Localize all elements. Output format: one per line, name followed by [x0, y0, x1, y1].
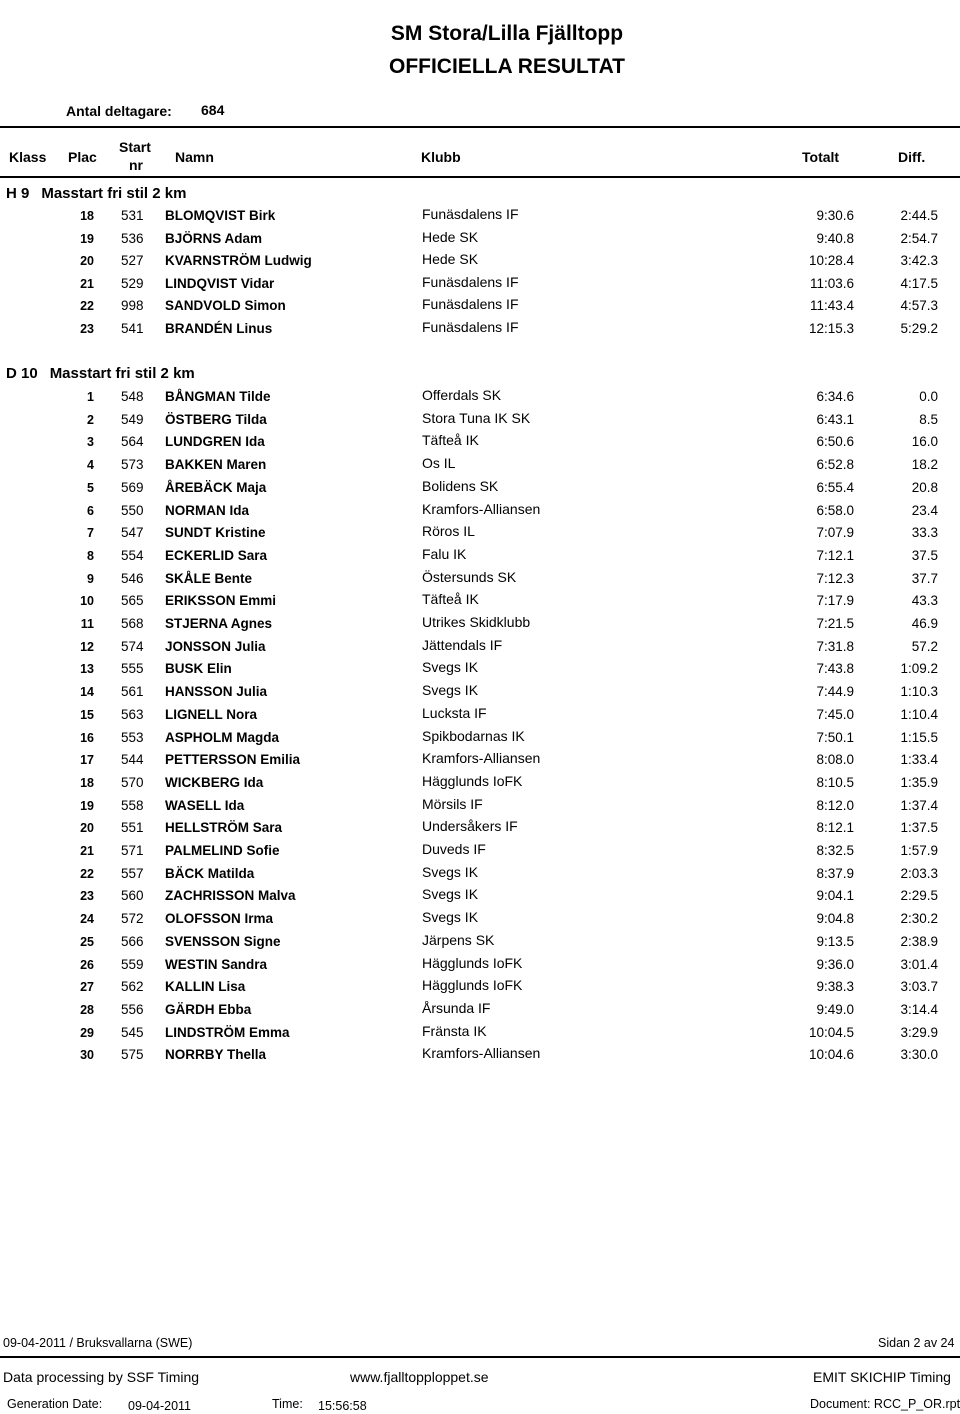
table-row — [0, 208, 960, 230]
place-cell: 9 — [87, 571, 94, 586]
table-row — [0, 863, 960, 888]
athlete-name-cell: HANSSON Julia — [165, 684, 268, 700]
athlete-name-cell: LIGNELL Nora — [165, 706, 258, 722]
diff-time-cell: 1:10.4 — [900, 706, 938, 722]
place-cell: 22 — [80, 866, 94, 881]
total-time-cell: 6:50.6 — [816, 434, 854, 450]
diff-time-cell: 5:29.2 — [900, 321, 938, 336]
place-cell: 6 — [87, 503, 94, 518]
club-cell: Årsunda IF — [422, 999, 491, 1016]
club-cell: Funäsdalens IF — [422, 206, 519, 222]
place-cell: 17 — [80, 753, 94, 768]
club-cell: Undersåkers IF — [422, 818, 518, 835]
place-cell: 2 — [87, 412, 94, 427]
diff-time-cell: 4:17.5 — [900, 275, 938, 291]
club-cell: Spikbodarnas IK — [422, 727, 525, 744]
total-time-cell: 11:43.4 — [809, 298, 854, 314]
place-cell: 4 — [87, 458, 94, 473]
club-cell: Röros IL — [422, 523, 475, 540]
total-time-cell: 9:13.5 — [816, 933, 854, 949]
athlete-name-cell: BÄCK Matilda — [165, 865, 255, 881]
diff-time-cell: 3:29.9 — [900, 1024, 938, 1040]
start-number-cell: 565 — [121, 593, 144, 609]
club-cell: Svegs IK — [422, 863, 479, 880]
place-cell: 18 — [80, 775, 94, 790]
place-cell: 30 — [80, 1048, 94, 1063]
header-top-rule — [0, 126, 960, 128]
athlete-name-cell: ERIKSSON Emmi — [165, 593, 277, 609]
place-cell: 11 — [80, 617, 94, 631]
club-cell: Fränsta IK — [422, 1022, 487, 1039]
diff-time-cell: 37.7 — [911, 570, 938, 586]
start-number-cell: 566 — [121, 933, 144, 949]
total-time-cell: 7:21.5 — [816, 616, 854, 631]
table-row — [0, 434, 960, 456]
club-cell: Funäsdalens IF — [422, 319, 519, 335]
club-cell: Lucksta IF — [422, 704, 487, 721]
column-header-klass: Klass — [9, 149, 47, 165]
athlete-name-cell: LINDQVIST Vidar — [165, 275, 275, 291]
place-cell: 22 — [80, 299, 94, 314]
total-time-cell: 7:50.1 — [816, 729, 854, 745]
place-cell: 29 — [80, 1025, 94, 1040]
athlete-name-cell: LUNDGREN Ida — [165, 434, 265, 450]
diff-time-cell: 2:38.9 — [900, 933, 938, 949]
diff-time-cell: 3:01.4 — [900, 956, 938, 972]
table-row — [0, 820, 960, 842]
start-number-cell: 555 — [121, 661, 144, 677]
total-time-cell: 9:36.0 — [816, 956, 854, 972]
athlete-name-cell: JONSSON Julia — [165, 638, 266, 654]
athlete-name-cell: ASPHOLM Magda — [165, 729, 280, 745]
table-row — [0, 409, 960, 434]
diff-time-cell: 3:30.0 — [900, 1047, 938, 1063]
total-time-cell: 7:17.9 — [816, 593, 854, 609]
total-time-cell: 7:07.9 — [816, 525, 854, 541]
table-row — [0, 593, 960, 615]
place-cell: 28 — [80, 1002, 94, 1017]
start-number-cell: 560 — [121, 888, 144, 904]
start-number-cell: 574 — [121, 638, 144, 654]
club-cell: Hägglunds IoFK — [422, 977, 523, 994]
diff-time-cell: 3:14.4 — [900, 1001, 938, 1017]
club-cell: Östersunds SK — [422, 568, 517, 585]
athlete-name-cell: KVARNSTRÖM Ludwig — [165, 253, 312, 269]
diff-time-cell: 20.8 — [911, 479, 938, 495]
diff-time-cell: 43.3 — [911, 593, 938, 609]
total-time-cell: 8:12.1 — [816, 820, 854, 836]
athlete-name-cell: SVENSSON Signe — [165, 933, 281, 949]
place-cell: 14 — [80, 685, 94, 700]
place-cell: 5 — [87, 480, 94, 495]
total-time-cell: 8:10.5 — [816, 774, 854, 790]
athlete-name-cell: STJERNA Agnes — [165, 616, 273, 631]
club-cell: Stora Tuna IK SK — [422, 409, 531, 426]
participants-label: Antal deltagare: — [66, 103, 172, 119]
column-header-diff: Diff. — [898, 149, 926, 165]
diff-time-cell: 1:35.9 — [900, 774, 938, 790]
diff-time-cell: 8.5 — [919, 411, 938, 427]
start-number-cell: 527 — [121, 253, 144, 269]
footer-page-number: Sidan 2 av 24 — [878, 1336, 955, 1350]
footer-time-label: Time: — [272, 1397, 303, 1411]
athlete-name-cell: HELLSTRÖM Sara — [165, 820, 283, 836]
start-number-cell: 575 — [121, 1047, 144, 1063]
table-row — [0, 228, 960, 253]
table-row — [0, 795, 960, 820]
footer-website[interactable]: www.fjalltopploppet.se — [350, 1369, 489, 1385]
club-cell: Hede SK — [422, 251, 479, 268]
diff-time-cell: 1:37.5 — [900, 820, 938, 836]
place-cell: 12 — [80, 639, 94, 654]
diff-time-cell: 2:29.5 — [900, 888, 938, 904]
total-time-cell: 10:28.4 — [808, 253, 854, 269]
start-number-cell: 550 — [121, 502, 144, 518]
athlete-name-cell: ÖSTBERG Tilda — [165, 411, 267, 427]
diff-time-cell: 1:09.2 — [900, 661, 938, 677]
start-number-cell: 554 — [121, 547, 144, 563]
table-row — [0, 661, 960, 683]
start-number-cell: 556 — [121, 1001, 144, 1017]
place-cell: 24 — [80, 912, 94, 927]
start-number-cell: 561 — [121, 684, 144, 700]
athlete-name-cell: LINDSTRÖM Emma — [165, 1024, 290, 1040]
header-bottom-rule — [0, 176, 960, 178]
club-cell: Hägglunds IoFK — [422, 772, 523, 789]
place-cell: 21 — [80, 276, 94, 291]
athlete-name-cell: OLOFSSON Irma — [165, 911, 274, 927]
diff-time-cell: 1:57.9 — [900, 843, 938, 858]
total-time-cell: 7:12.3 — [816, 570, 854, 586]
table-row — [0, 684, 960, 706]
start-number-cell: 536 — [121, 230, 144, 246]
column-header-plac: Plac — [68, 149, 97, 165]
start-number-cell: 544 — [121, 752, 144, 768]
column-header-nr: nr — [129, 157, 143, 173]
footer-rule — [0, 1356, 960, 1358]
place-cell: 1 — [87, 390, 94, 404]
start-number-cell: 551 — [121, 820, 144, 836]
section-heading — [6, 365, 195, 382]
table-row — [0, 704, 960, 729]
athlete-name-cell: ZACHRISSON Malva — [165, 888, 296, 904]
start-number-cell: 568 — [121, 616, 144, 631]
section-klass: D 10 — [6, 365, 38, 382]
start-number-cell: 549 — [121, 411, 144, 427]
total-time-cell: 9:40.8 — [816, 230, 854, 246]
club-cell: Falu IK — [422, 545, 467, 562]
total-time-cell: 8:37.9 — [816, 865, 854, 881]
start-number-cell: 563 — [121, 706, 144, 722]
start-number-cell: 562 — [121, 979, 144, 995]
athlete-name-cell: WICKBERG Ida — [165, 774, 264, 790]
athlete-name-cell: WASELL Ida — [165, 797, 245, 813]
start-number-cell: 569 — [121, 479, 144, 495]
athlete-name-cell: SKÅLE Bente — [165, 570, 253, 586]
diff-time-cell: 3:42.3 — [900, 253, 938, 269]
total-time-cell: 6:34.6 — [816, 389, 854, 404]
athlete-name-cell: ECKERLID Sara — [165, 547, 268, 563]
footer-time: 15:56:58 — [318, 1399, 367, 1413]
start-number-cell: 559 — [121, 956, 144, 972]
athlete-name-cell: WESTIN Sandra — [165, 956, 268, 972]
section-name: Masstart fri stil 2 km — [41, 185, 187, 202]
start-number-cell: 545 — [121, 1024, 144, 1040]
column-header-start: Start — [119, 139, 151, 155]
footer-date-place: 09-04-2011 / Bruksvallarna (SWE) — [3, 1336, 193, 1350]
club-cell: Jättendals IF — [422, 636, 503, 653]
diff-time-cell: 1:15.5 — [900, 729, 938, 745]
table-row — [0, 321, 960, 343]
diff-time-cell: 33.3 — [911, 525, 938, 541]
club-cell: Täfteå IK — [422, 432, 479, 449]
start-number-cell: 570 — [121, 774, 144, 790]
club-cell: Kramfors-Alliansen — [422, 1045, 541, 1062]
page-title: SM Stora/Lilla Fjälltopp — [390, 22, 624, 45]
total-time-cell: 9:49.0 — [816, 1001, 854, 1017]
total-time-cell: 12:15.3 — [808, 321, 854, 336]
start-number-cell: 546 — [121, 570, 144, 586]
participants-count: 684 — [201, 102, 225, 118]
footer-generation-date: 09-04-2011 — [128, 1399, 192, 1413]
athlete-name-cell: PALMELIND Sofie — [165, 843, 280, 858]
diff-time-cell: 37.5 — [911, 547, 938, 563]
place-cell: 19 — [80, 231, 94, 246]
table-row — [0, 525, 960, 547]
table-row — [0, 911, 960, 933]
place-cell: 10 — [80, 594, 94, 609]
club-cell: Offerdals SK — [422, 387, 502, 403]
table-row — [0, 752, 960, 774]
club-cell: Svegs IK — [422, 886, 479, 903]
table-row — [0, 772, 960, 797]
total-time-cell: 9:38.3 — [816, 979, 854, 995]
table-row — [0, 636, 960, 661]
start-number-cell: 557 — [121, 865, 144, 881]
start-number-cell: 571 — [121, 843, 144, 858]
start-number-cell: 558 — [121, 797, 144, 813]
place-cell: 7 — [87, 526, 94, 541]
club-cell: Svegs IK — [422, 909, 479, 926]
start-number-cell: 998 — [121, 298, 144, 314]
club-cell: Hägglunds IoFK — [422, 954, 523, 971]
table-row — [0, 616, 960, 638]
table-row — [0, 545, 960, 570]
total-time-cell: 8:12.0 — [816, 797, 854, 813]
diff-time-cell: 16.0 — [911, 434, 938, 450]
table-row — [0, 1047, 960, 1069]
place-cell: 13 — [80, 662, 94, 677]
table-row — [0, 954, 960, 979]
footer-generation-date-label: Generation Date: — [7, 1397, 103, 1411]
total-time-cell: 8:08.0 — [816, 752, 854, 768]
total-time-cell: 7:43.8 — [816, 661, 854, 677]
place-cell: 8 — [87, 548, 94, 563]
table-row — [0, 457, 960, 479]
table-row — [0, 888, 960, 910]
athlete-name-cell: BLOMQVIST Birk — [165, 208, 276, 223]
place-cell: 16 — [80, 730, 94, 745]
athlete-name-cell: ÅREBÄCK Maja — [165, 479, 267, 495]
table-row — [0, 389, 960, 411]
total-time-cell: 9:04.8 — [816, 911, 854, 927]
table-row — [0, 979, 960, 1001]
diff-time-cell: 57.2 — [911, 638, 938, 654]
section-name: Masstart fri stil 2 km — [49, 365, 195, 382]
total-time-cell: 9:04.1 — [816, 888, 854, 904]
club-cell: Kramfors-Alliansen — [422, 500, 541, 517]
table-row — [0, 931, 960, 956]
athlete-name-cell: GÄRDH Ebba — [165, 1001, 252, 1017]
table-row — [0, 568, 960, 593]
club-cell: Järpens SK — [422, 931, 495, 948]
athlete-name-cell: BUSK Elin — [165, 661, 232, 677]
club-cell: Kramfors-Alliansen — [422, 750, 541, 767]
club-cell: Os IL — [422, 455, 456, 472]
total-time-cell: 6:52.8 — [816, 457, 854, 473]
place-cell: 23 — [80, 322, 94, 336]
diff-time-cell: 23.4 — [911, 502, 938, 518]
start-number-cell: 573 — [121, 457, 144, 473]
footer-document: Document: RCC_P_OR.rpt — [810, 1397, 960, 1411]
total-time-cell: 10:04.5 — [808, 1024, 854, 1040]
section-klass: H 9 — [6, 185, 30, 202]
start-number-cell: 564 — [121, 434, 144, 450]
athlete-name-cell: KALLIN Lisa — [165, 979, 246, 995]
column-header-klubb: Klubb — [421, 149, 461, 165]
place-cell: 23 — [80, 889, 94, 904]
footer-data-processing: Data processing by SSF Timing — [3, 1369, 200, 1385]
diff-time-cell: 0.0 — [919, 389, 938, 404]
table-row — [0, 298, 960, 320]
diff-time-cell: 2:54.7 — [900, 230, 938, 246]
total-time-cell: 7:44.9 — [816, 684, 854, 700]
diff-time-cell: 2:03.3 — [900, 865, 938, 881]
club-cell: Täfteå IK — [422, 591, 479, 608]
start-number-cell: 548 — [121, 389, 144, 404]
diff-time-cell: 2:44.5 — [900, 208, 938, 223]
total-time-cell: 8:32.5 — [816, 843, 854, 858]
start-number-cell: 547 — [121, 525, 144, 541]
athlete-name-cell: PETTERSSON Emilia — [165, 752, 301, 768]
place-cell: 18 — [80, 209, 94, 223]
club-cell: Funäsdalens IF — [422, 273, 519, 290]
club-cell: Svegs IK — [422, 682, 479, 699]
table-row — [0, 999, 960, 1024]
club-cell: Bolidens SK — [422, 477, 499, 494]
place-cell: 26 — [80, 957, 94, 972]
athlete-name-cell: BRANDÉN Linus — [165, 321, 273, 336]
athlete-name-cell: SUNDT Kristine — [165, 525, 266, 541]
place-cell: 21 — [80, 844, 94, 858]
place-cell: 27 — [80, 980, 94, 995]
start-number-cell: 572 — [121, 911, 144, 927]
start-number-cell: 531 — [121, 208, 144, 223]
column-header-namn: Namn — [175, 149, 214, 165]
total-time-cell: 6:58.0 — [816, 502, 854, 518]
total-time-cell: 6:55.4 — [816, 479, 854, 495]
club-cell: Mörsils IF — [422, 795, 483, 812]
table-row — [0, 253, 960, 275]
diff-time-cell: 46.9 — [911, 616, 938, 631]
total-time-cell: 6:43.1 — [816, 411, 854, 427]
page-subtitle: OFFICIELLA RESULTAT — [388, 55, 626, 78]
table-row — [0, 273, 960, 298]
total-time-cell: 7:45.0 — [816, 706, 854, 722]
total-time-cell: 9:30.6 — [816, 208, 854, 223]
place-cell: 20 — [80, 821, 94, 836]
place-cell: 15 — [80, 707, 94, 722]
diff-time-cell: 2:30.2 — [900, 911, 938, 927]
place-cell: 3 — [87, 435, 94, 450]
diff-time-cell: 1:10.3 — [900, 684, 938, 700]
table-row — [0, 500, 960, 525]
diff-time-cell: 1:33.4 — [900, 752, 938, 768]
section-heading — [6, 185, 186, 202]
start-number-cell: 553 — [121, 729, 144, 745]
total-time-cell: 7:31.8 — [816, 638, 854, 654]
diff-time-cell: 18.2 — [911, 457, 938, 473]
column-header-totalt: Totalt — [802, 149, 840, 165]
table-row — [0, 727, 960, 752]
athlete-name-cell: NORRBY Thella — [165, 1047, 267, 1063]
diff-time-cell: 1:37.4 — [900, 797, 938, 813]
athlete-name-cell: BJÖRNS Adam — [165, 230, 263, 246]
diff-time-cell: 4:57.3 — [900, 298, 938, 314]
club-cell: Funäsdalens IF — [422, 296, 519, 313]
athlete-name-cell: BAKKEN Maren — [165, 457, 267, 473]
diff-time-cell: 3:03.7 — [900, 979, 938, 995]
footer-timing: EMIT SKICHIP Timing — [813, 1369, 951, 1385]
table-row — [0, 477, 960, 502]
place-cell: 25 — [80, 934, 94, 949]
place-cell: 19 — [80, 798, 94, 813]
club-cell: Hede SK — [422, 228, 479, 245]
start-number-cell: 541 — [121, 321, 144, 336]
athlete-name-cell: BÅNGMAN Tilde — [165, 389, 271, 404]
total-time-cell: 10:04.6 — [808, 1047, 854, 1063]
place-cell: 20 — [80, 254, 94, 269]
start-number-cell: 529 — [121, 275, 144, 291]
total-time-cell: 7:12.1 — [816, 547, 854, 563]
total-time-cell: 11:03.6 — [809, 275, 854, 291]
club-cell: Utrikes Skidklubb — [422, 614, 531, 630]
table-row — [0, 1022, 960, 1047]
athlete-name-cell: SANDVOLD Simon — [165, 298, 286, 314]
club-cell: Duveds IF — [422, 841, 486, 857]
club-cell: Svegs IK — [422, 659, 479, 676]
table-row — [0, 843, 960, 865]
athlete-name-cell: NORMAN Ida — [165, 502, 249, 518]
